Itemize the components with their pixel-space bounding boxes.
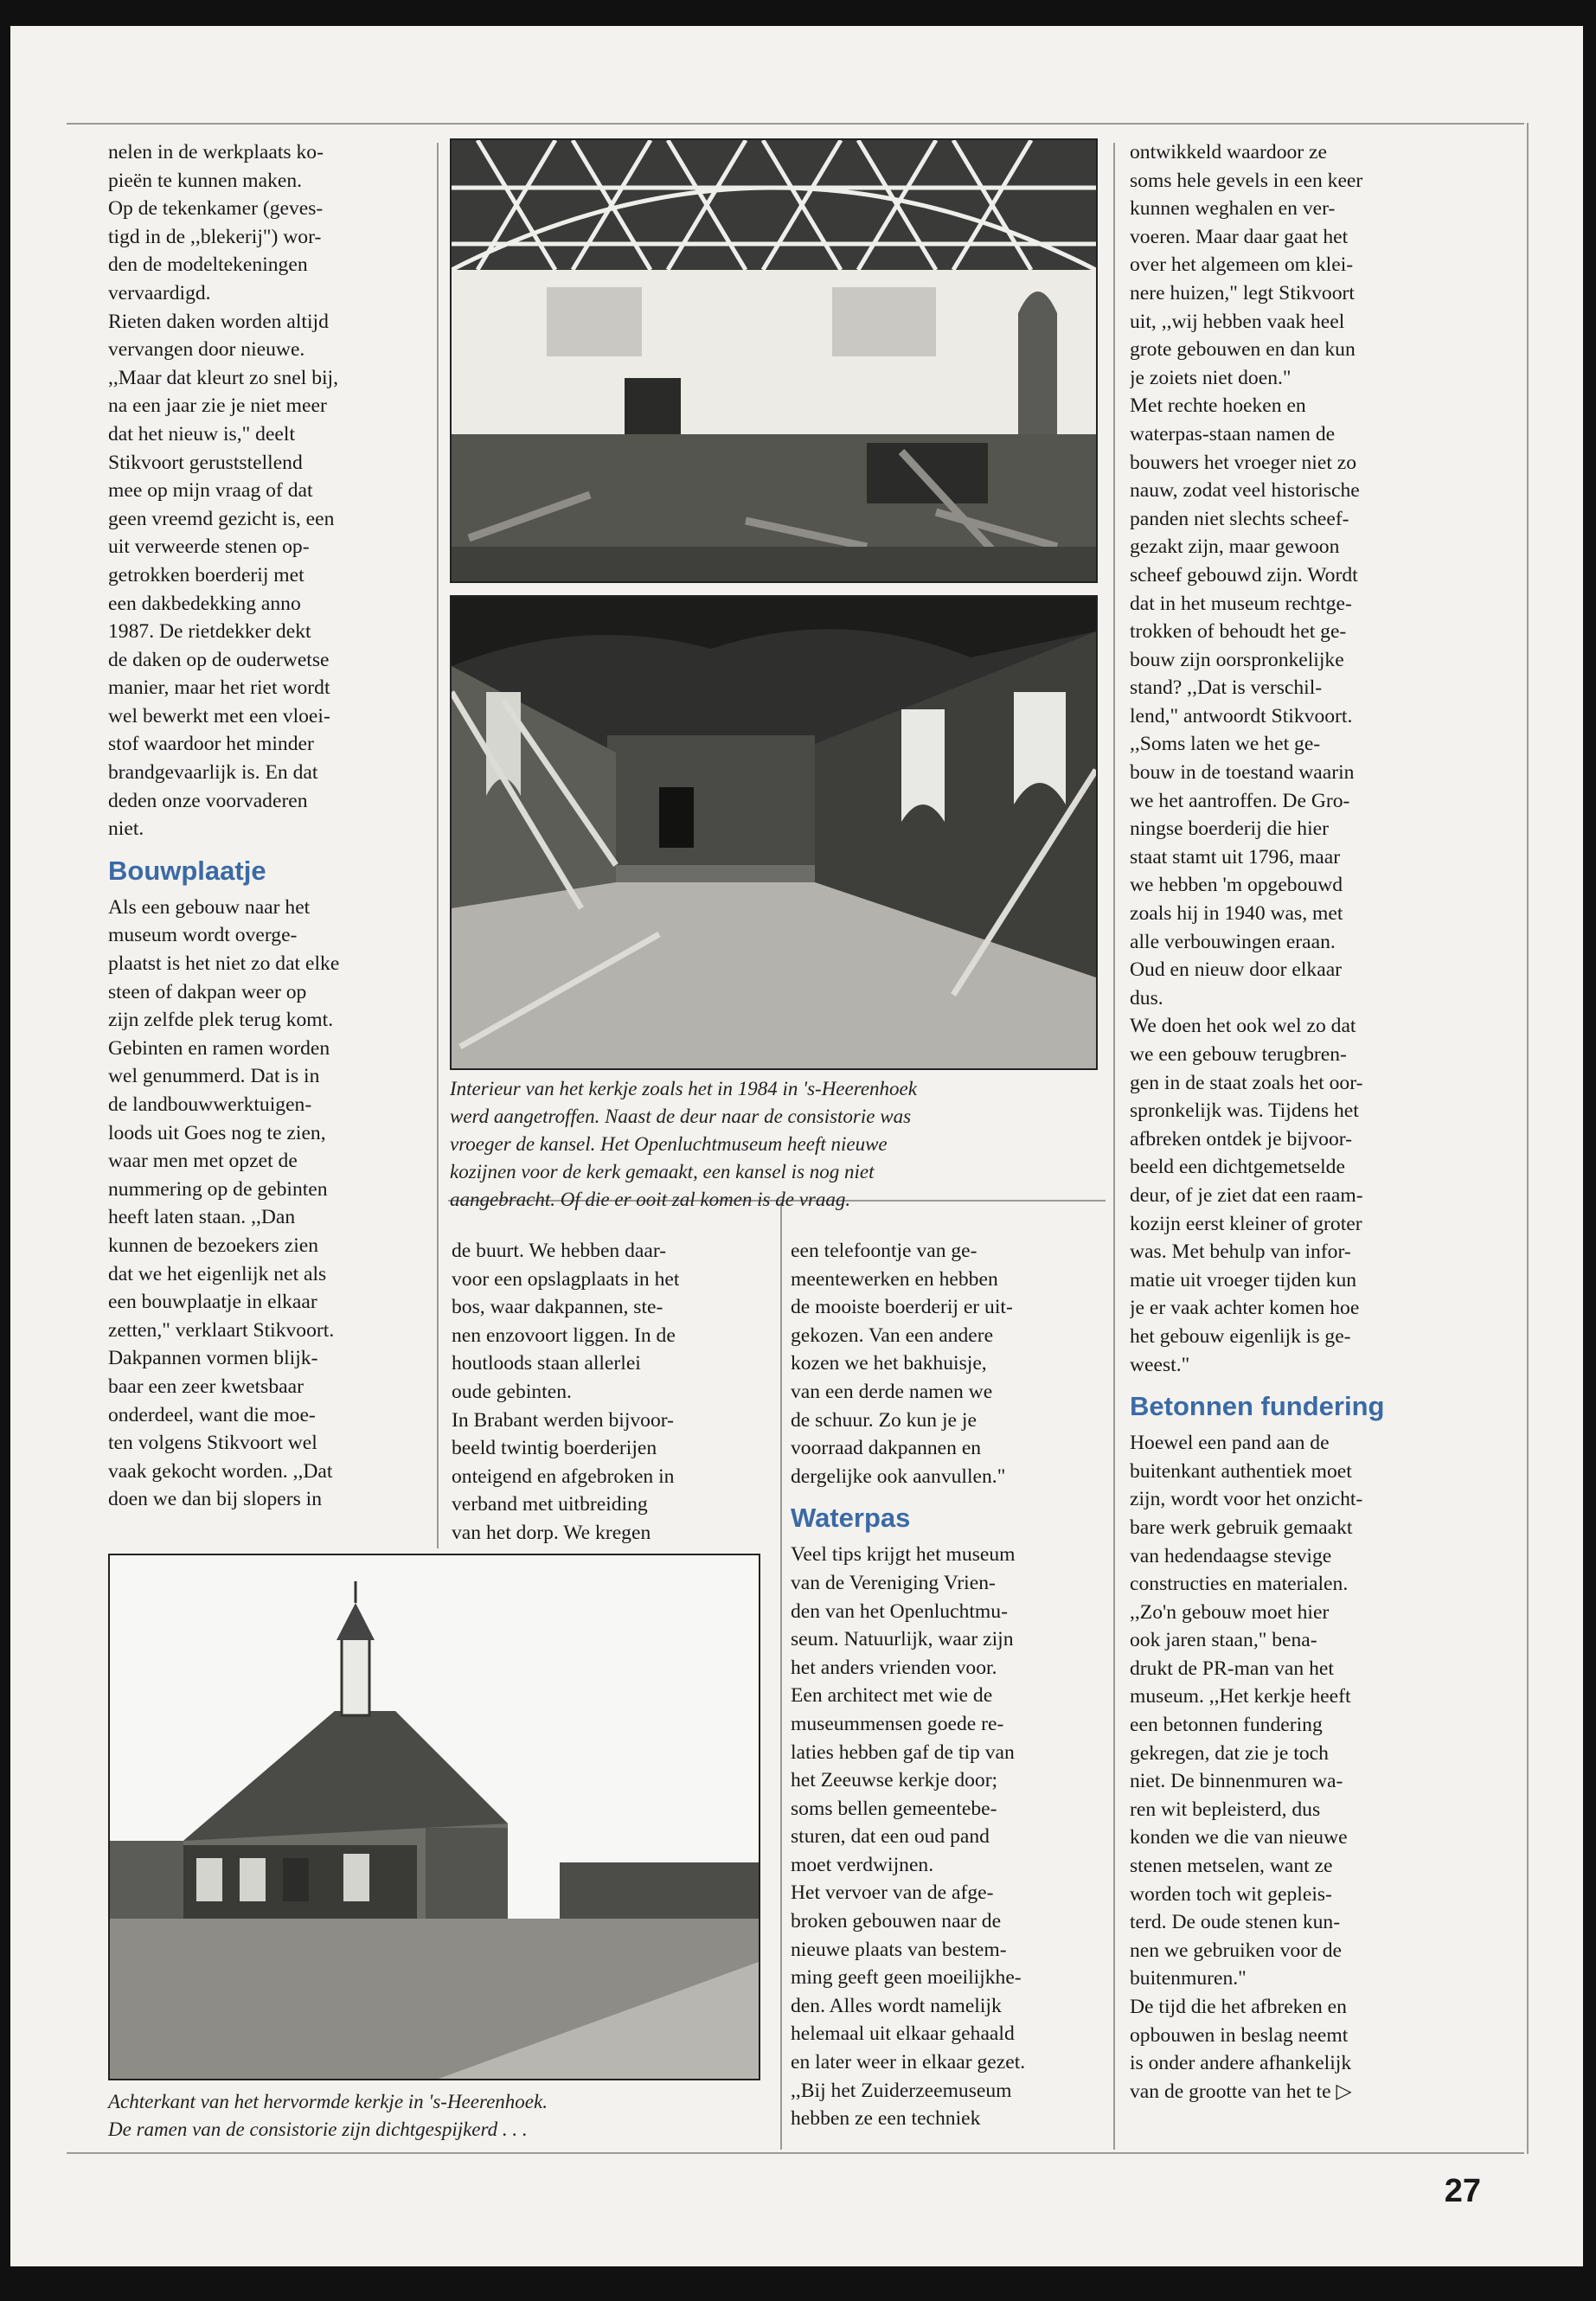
text-line: nummering op de gebinten bbox=[108, 1177, 328, 1201]
text-line: niet. bbox=[108, 817, 144, 841]
text-line: we een gebouw terugbren- bbox=[1130, 1043, 1347, 1066]
text-line: zijn zelfde plek terug komt. bbox=[108, 1009, 334, 1032]
text-line: onderdeel, want die moe- bbox=[108, 1403, 316, 1426]
text-line: nen we gebruiken voor de bbox=[1130, 1939, 1343, 1962]
text-line: matie uit vroeger tijden kun bbox=[1130, 1268, 1357, 1292]
photo-church-exterior-image bbox=[110, 1555, 759, 2079]
text-line: waar men met opzet de bbox=[108, 1150, 298, 1173]
text-line: waterpas-staan namen de bbox=[1130, 422, 1336, 445]
text-line: we het aantroffen. De Gro- bbox=[1130, 789, 1350, 812]
text-line: gekozen. Van een andere bbox=[791, 1324, 994, 1347]
photo-church-interior bbox=[450, 138, 1098, 583]
text-line: uit verweerde stenen op- bbox=[108, 535, 310, 559]
text-line: museummensen goede re- bbox=[791, 1712, 1004, 1735]
text-line: den. Alles wordt namelijk bbox=[791, 1994, 1002, 2017]
text-line: vaak gekocht worden. ,,Dat bbox=[108, 1459, 333, 1483]
text-line: heeft laten staan. ,,Dan bbox=[108, 1206, 296, 1229]
text-line: spronkelijk was. Tijdens het bbox=[1130, 1099, 1359, 1123]
text-line: moet verdwijnen. bbox=[791, 1853, 934, 1876]
text-line: meentewerken en hebben bbox=[791, 1267, 998, 1291]
text-line: kunnen de bezoekers zien bbox=[108, 1234, 319, 1257]
text-line: van hedendaagse stevige bbox=[1130, 1544, 1332, 1567]
text-line: trokken of behoudt het ge- bbox=[1130, 620, 1347, 644]
text-line: voor een opslagplaats in het bbox=[452, 1267, 680, 1291]
text-line: een bouwplaatje in elkaar bbox=[108, 1291, 317, 1314]
text-line: is onder andere afhankelijk bbox=[1130, 2052, 1352, 2075]
text-line: opbouwen in beslag neemt bbox=[1130, 2023, 1349, 2047]
text-line: kozijn eerst kleiner of groter bbox=[1130, 1212, 1362, 1235]
text-line: Interieur van het kerkje zoals het in 1984 in 's-Heerenhoek bbox=[450, 1078, 917, 1099]
text-line: dat het nieuw is," deelt bbox=[108, 422, 296, 445]
text-line: grote gebouwen en dan kun bbox=[1130, 338, 1356, 362]
text-line: lend," antwoordt Stikvoort. bbox=[1130, 704, 1353, 727]
text-line: pieën te kunnen maken. bbox=[108, 169, 303, 192]
text-line: helemaal uit elkaar gehaald bbox=[791, 2022, 1015, 2046]
text-line: een telefoontje van ge- bbox=[791, 1240, 977, 1262]
column-4-paragraphs bbox=[1130, 138, 1384, 1379]
text-line: steen of dakpan weer op bbox=[108, 980, 307, 1003]
text-line: en later weer in elkaar gezet. bbox=[791, 2051, 1026, 2074]
text-line: bouwers het vroeger niet zo bbox=[1130, 451, 1357, 474]
text-line: ,,Zo'n gebouw moet hier bbox=[1130, 1600, 1330, 1624]
text-line: wel bewerkt met een vloei- bbox=[108, 704, 330, 727]
text-line: In Brabant werden bijvoor- bbox=[452, 1408, 675, 1432]
text-line: voorraad dakpannen en bbox=[791, 1437, 982, 1460]
text-line: hebben ze een techniek bbox=[791, 2107, 981, 2131]
text-line: de landbouwwerktuigen- bbox=[108, 1093, 312, 1116]
text-line: geen vreemd gezicht is, een bbox=[108, 507, 335, 530]
text-line: over het algemeen om klei- bbox=[1130, 253, 1354, 277]
photo-demolished-interior-image bbox=[452, 597, 1096, 1068]
column-rule-2 bbox=[780, 1202, 782, 2150]
text-line: we hebben 'm opgebouwd bbox=[1130, 874, 1343, 897]
photo-demolished-interior bbox=[450, 595, 1098, 1070]
text-line: 1987. De rietdekker dekt bbox=[108, 620, 311, 644]
heading-betonnen-fundering: Betonnen fundering bbox=[1130, 1391, 1385, 1422]
text-line: museum wordt overge- bbox=[108, 924, 298, 947]
text-line: staat stamt uit 1796, maar bbox=[1130, 845, 1341, 868]
text-line: de daken op de ouderwetse bbox=[108, 648, 330, 671]
text-line: van het dorp. We kregen bbox=[452, 1521, 651, 1544]
text-line: een dakbedekking anno bbox=[108, 592, 301, 615]
text-line: vervangen door nieuwe. bbox=[108, 338, 305, 362]
text-line: seum. Natuurlijk, waar zijn bbox=[791, 1628, 1014, 1651]
text-line: konden we die van nieuwe bbox=[1130, 1826, 1348, 1849]
text-line: sturen, dat een oud pand bbox=[791, 1825, 990, 1849]
text-line: houtloods staan allerlei bbox=[452, 1352, 641, 1375]
text-line: Gebinten en ramen worden bbox=[108, 1036, 330, 1060]
text-line: den de modeltekeningen bbox=[108, 253, 308, 277]
text-line: nelen in de werkplaats ko- bbox=[108, 141, 324, 163]
text-line: wel genummerd. Dat is in bbox=[108, 1065, 320, 1088]
text-line: Rieten daken worden altijd bbox=[108, 310, 329, 333]
text-line: bos, waar dakpannen, ste- bbox=[452, 1296, 663, 1319]
text-line: terd. De oude stenen kun- bbox=[1130, 1911, 1341, 1934]
text-line: de buurt. We hebben daar- bbox=[452, 1240, 667, 1262]
heading-bouwplaatje: Bouwplaatje bbox=[108, 855, 266, 886]
text-line: stof waardoor het minder bbox=[108, 733, 314, 756]
text-line: ontwikkeld waardoor ze bbox=[1130, 141, 1327, 163]
column-3-paragraphs bbox=[791, 1237, 1025, 1490]
caption-interior bbox=[450, 1075, 917, 1214]
text-line: brandgevaarlijk is. En dat bbox=[108, 761, 318, 785]
text-line: We doen het ook wel zo dat bbox=[1130, 1015, 1356, 1038]
text-line: van de grootte van het te ▷ bbox=[1130, 2080, 1352, 2103]
text-line: nere huizen," legt Stikvoort bbox=[1130, 281, 1355, 304]
text-line: scheef gebouwd zijn. Wordt bbox=[1130, 563, 1358, 586]
text-line: nieuwe plaats van bestem- bbox=[791, 1938, 1007, 1961]
text-line: ningse boerderij die hier bbox=[1130, 817, 1329, 841]
text-line: worden toch wit gepleis- bbox=[1130, 1882, 1332, 1906]
text-line: nauw, zodat veel historische bbox=[1130, 479, 1360, 503]
text-line: het anders vrienden voor. bbox=[791, 1656, 997, 1679]
text-line: je zoiets niet doen." bbox=[1130, 366, 1292, 389]
text-line: soms bellen gemeentebe- bbox=[791, 1797, 997, 1820]
text-line: gezakt zijn, maar gewoon bbox=[1130, 535, 1340, 559]
text-line: vroeger de kansel. Het Openluchtmuseum heeft nieuwe bbox=[450, 1133, 888, 1155]
text-line: dus. bbox=[1130, 986, 1163, 1009]
text-line: een betonnen fundering bbox=[1130, 1714, 1323, 1737]
text-line: was. Met behulp van infor- bbox=[1130, 1240, 1351, 1264]
text-line: aangebracht. Of die er ooit zal komen is de vraag. bbox=[450, 1189, 851, 1210]
text-line: museum. ,,Het kerkje heeft bbox=[1130, 1685, 1351, 1708]
text-line: het Zeeuwse kerkje door; bbox=[791, 1769, 998, 1792]
text-line: ,,Bij het Zuiderzeemuseum bbox=[791, 2079, 1012, 2102]
text-line: verband met uitbreiding bbox=[452, 1493, 648, 1516]
text-line: doen we dan bij slopers in bbox=[108, 1488, 323, 1511]
text-line: deur, of je ziet dat een raam- bbox=[1130, 1183, 1363, 1207]
text-line: zoals hij in 1940 was, met bbox=[1130, 902, 1343, 926]
text-line: van een derde namen we bbox=[791, 1380, 993, 1403]
text-line: stand? ,,Dat is verschil- bbox=[1130, 676, 1323, 700]
text-column-3 bbox=[791, 1237, 1025, 2133]
column-2-paragraphs bbox=[452, 1237, 679, 1548]
text-line: De tijd die het afbreken en bbox=[1130, 1996, 1347, 2018]
text-line: Dakpannen vormen blijk- bbox=[108, 1347, 318, 1370]
column-1-paragraphs bbox=[108, 138, 339, 843]
text-line: mee op mijn vraag of dat bbox=[108, 479, 313, 503]
bottom-rule bbox=[67, 2152, 1524, 2154]
text-line: vervaardigd. bbox=[108, 281, 211, 304]
text-line: constructies en materialen. bbox=[1130, 1573, 1349, 1596]
text-line: plaatst is het niet zo dat elke bbox=[108, 952, 340, 976]
text-line: dergelijke ook aanvullen." bbox=[791, 1465, 1006, 1488]
right-rule bbox=[1527, 123, 1529, 2154]
text-line: panden niet slechts scheef- bbox=[1130, 507, 1349, 530]
text-line: kunnen weghalen en ver- bbox=[1130, 197, 1336, 221]
text-line: deden onze voorvaderen bbox=[108, 789, 308, 812]
photo-church-interior-image bbox=[452, 140, 1096, 581]
text-line: na een jaar zie je niet meer bbox=[108, 394, 327, 418]
magazine-page bbox=[10, 26, 1583, 2266]
text-line: uit, ,,wij hebben vaak heel bbox=[1130, 310, 1345, 333]
text-line: van de Vereniging Vrien- bbox=[791, 1571, 996, 1594]
text-line: het gebouw eigenlijk is ge- bbox=[1130, 1324, 1351, 1348]
text-line: Oud en nieuw door elkaar bbox=[1130, 958, 1343, 982]
text-column-1 bbox=[108, 138, 339, 1514]
heading-waterpas: Waterpas bbox=[791, 1503, 911, 1534]
text-line: kozen we het bakhuisje, bbox=[791, 1352, 987, 1375]
top-rule bbox=[67, 123, 1524, 125]
text-line: beeld een dichtgemetselde bbox=[1130, 1156, 1345, 1179]
text-line: den van het Openluchtmu- bbox=[791, 1599, 1008, 1623]
text-line: ook jaren staan," bena- bbox=[1130, 1629, 1317, 1652]
text-line: Een architect met wie de bbox=[791, 1684, 993, 1708]
text-line: alle verbouwingen eraan. bbox=[1130, 930, 1336, 953]
text-line: bouw zijn oorspronkelijke bbox=[1130, 648, 1344, 671]
text-line: nen enzovoort liggen. In de bbox=[452, 1324, 676, 1347]
text-line: buitenkant authentiek moet bbox=[1130, 1459, 1352, 1483]
text-line: broken gebouwen naar de bbox=[791, 1910, 1002, 1933]
text-line: de mooiste boerderij er uit- bbox=[791, 1296, 1013, 1319]
text-line: getrokken boerderij met bbox=[108, 563, 304, 586]
text-line: niet. De binnenmuren wa- bbox=[1130, 1770, 1343, 1793]
text-line: dat we het eigenlijk net als bbox=[108, 1262, 327, 1285]
text-line: soms hele gevels in een keer bbox=[1130, 169, 1363, 192]
text-line: Het vervoer van de afge- bbox=[791, 1881, 994, 1905]
text-line: werd aangetroffen. Naast de deur naar de consistorie was bbox=[450, 1106, 912, 1127]
column-rule-1 bbox=[437, 143, 439, 1548]
text-line: Achterkant van het hervormde kerkje in 's-Heerenhoek. bbox=[108, 2091, 548, 2112]
text-column-2 bbox=[452, 1237, 679, 1548]
text-line: gen in de staat zoals het oor- bbox=[1130, 1071, 1363, 1094]
column-1-paragraphs-2 bbox=[108, 894, 339, 1514]
column-3-paragraphs-2 bbox=[791, 1541, 1025, 2132]
text-line: tigd in de ,,blekerij") wor- bbox=[108, 225, 322, 248]
photo-church-exterior bbox=[108, 1554, 760, 2080]
text-line: ,,Soms laten we het ge- bbox=[1130, 733, 1321, 756]
text-column-4 bbox=[1130, 138, 1384, 2106]
text-line: onteigend en afgebroken in bbox=[452, 1465, 675, 1488]
text-line: Op de tekenkamer (geves- bbox=[108, 197, 324, 221]
text-line: drukt de PR-man van het bbox=[1130, 1657, 1334, 1680]
text-line: loods uit Goes nog te zien, bbox=[108, 1121, 326, 1144]
text-line: bare werk gebruik gemaakt bbox=[1130, 1516, 1353, 1539]
text-line: Met rechte hoeken en bbox=[1130, 394, 1306, 418]
text-line: de schuur. Zo kun je je bbox=[791, 1408, 977, 1432]
text-line: Als een gebouw naar het bbox=[108, 895, 311, 919]
text-line: weest." bbox=[1130, 1353, 1190, 1376]
text-line: Veel tips krijgt het museum bbox=[791, 1543, 1016, 1567]
text-line: stenen metselen, want ze bbox=[1130, 1855, 1333, 1878]
text-line: Hoewel een pand aan de bbox=[1130, 1432, 1330, 1455]
text-line: gekregen, dat zie je toch bbox=[1130, 1741, 1329, 1765]
text-line: afbreken ontdek je bijvoor- bbox=[1130, 1127, 1352, 1150]
text-line: manier, maar het riet wordt bbox=[108, 676, 330, 700]
text-line: je er vaak achter komen hoe bbox=[1130, 1297, 1360, 1320]
text-line: zijn, wordt voor het onzicht- bbox=[1130, 1488, 1363, 1511]
text-line: voeren. Maar daar gaat het bbox=[1130, 225, 1349, 248]
text-line: zetten," verklaart Stikvoort. bbox=[108, 1318, 335, 1342]
text-line: ren wit bepleisterd, dus bbox=[1130, 1798, 1321, 1821]
text-line: Stikvoort geruststellend bbox=[108, 451, 303, 474]
text-line: ten volgens Stikvoort wel bbox=[108, 1432, 317, 1455]
page-number: 27 bbox=[1444, 2173, 1481, 2209]
text-line: beeld twintig boerderijen bbox=[452, 1437, 657, 1460]
column-rule-3 bbox=[1113, 143, 1115, 2150]
text-line: baar een zeer kwetsbaar bbox=[108, 1375, 304, 1398]
text-line: dat in het museum rechtge- bbox=[1130, 592, 1352, 615]
caption-exterior bbox=[108, 2088, 548, 2144]
text-line: De ramen van de consistorie zijn dichtgespijkerd . . . bbox=[108, 2118, 528, 2140]
text-line: ,,Maar dat kleurt zo snel bij, bbox=[108, 366, 339, 389]
text-line: ming geeft geen moeilijkhe- bbox=[791, 1966, 1022, 1990]
text-line: buitenmuren." bbox=[1130, 1967, 1247, 1990]
text-line: kozijnen voor de kerk gemaakt, een kansel is nog niet bbox=[450, 1161, 875, 1183]
column-4-paragraphs-2 bbox=[1130, 1429, 1384, 2106]
text-line: oude gebinten. bbox=[452, 1380, 572, 1403]
text-line: bouw in de toestand waarin bbox=[1130, 761, 1355, 785]
text-line: laties hebben gaf de tip van bbox=[791, 1740, 1015, 1764]
